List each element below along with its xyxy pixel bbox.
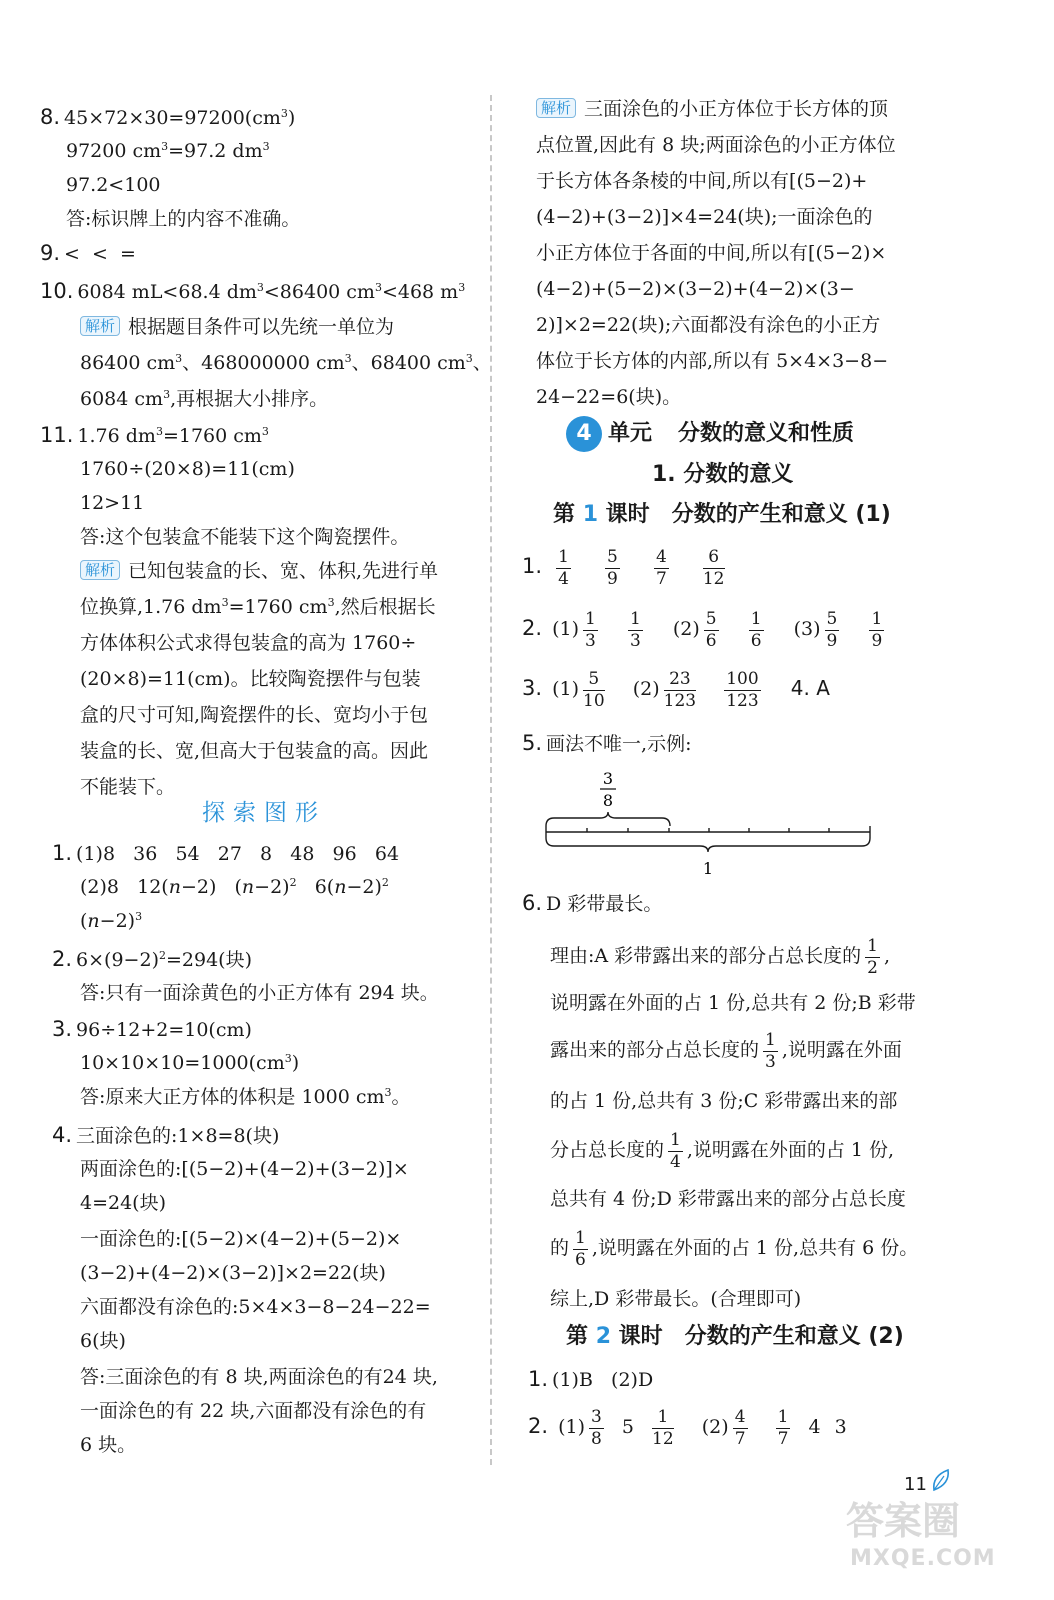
fraction: $\frac{1}{4}$ [558,546,569,589]
explore-q1-line3: $(n-2)^3$ [80,910,143,932]
q11-explanation-line4: (20×8)=11(cm)。比较陶瓷摆件与包装 [80,668,421,690]
q10-explanation-line1: 解析 根据题目条件可以先统一单位为 [80,314,394,340]
explore-q1-number: 1. [52,841,73,865]
explanation-line6: (4−2)+(5−2)×(3−2)+(4−2)×(3− [536,278,855,300]
fraction: $\frac{1}{9}$ [871,608,883,651]
fraction: $\frac{1}{3}$ [629,608,641,651]
explore-q2-number: 2. [52,947,73,971]
explore-q2-answer: 答:只有一面涂黄色的小正方体有 294 块。 [80,982,439,1004]
fraction: $\frac{1}{6}$ [750,608,762,651]
diagram-bottom-label: 1 [702,859,714,878]
explanation-line3: 于长方体各条棱的中间,所以有[(5−2)+ [536,170,868,192]
fraction: $\frac{1}{12}$ [652,1406,674,1449]
explanation-line4: (4−2)+(3−2)]×4=24(块);一面涂色的 [536,206,873,228]
q10-number: 10. [40,279,74,303]
q8-answer: 答:标识牌上的内容不准确。 [66,208,301,230]
chapter-title: 1. 分数的意义 [652,462,794,487]
lesson1-q6-line7: 总共有 4 份;D 彩带露出来的部分占总长度 [550,1188,906,1210]
fraction: $\frac{1}{3}$ [765,1029,776,1072]
lesson1-q1-number: 1. [522,554,543,578]
diagram-top-brace [546,812,670,826]
fraction: $\frac{4}{7}$ [655,546,667,589]
explore-q4-line4: 一面涂色的:[(5−2)×(4−2)+(5−2)× [80,1228,402,1250]
fraction: $\frac{4}{7}$ [734,1406,746,1449]
q8-line2: 97200 $cm^3=97.2$ $dm^3$ [66,140,270,162]
q11-explanation-line5: 盒的尺寸可知,陶瓷摆件的长、宽均小于包 [80,704,429,726]
watermark-url: MXQE.COM [850,1546,996,1571]
explanation-line5: 小正方体位于各面的中间,所以有[(5−2)× [536,242,887,264]
section-title: 探索图形 [202,800,326,826]
unit-badge: 4 [566,416,602,452]
lesson2-q2-number: 2. [528,1414,549,1438]
q11-line2: 1760÷(20×8)=11(cm) [80,458,295,480]
explanation-line7: 2)]×2=22(块);六面都没有涂色的小正方 [536,314,881,336]
unit-header: 4 单元 分数的意义和性质 [566,416,854,452]
diagram-top-numerator: 3 [602,769,614,788]
explore-q4-answer3: 6 块。 [80,1434,137,1456]
fraction: $\frac{3}{8}$ [591,1406,602,1449]
lesson1-q6-line4: 露出来的部分占总长度的 $\frac{1}{3}$ ,说明露在外面 [550,1029,902,1072]
explore-q4-line5: (3−2)+(4−2)×(3−2)]×2=22(块) [80,1262,386,1284]
q11-explanation-line7: 不能装下。 [80,776,176,798]
fraction: $\frac{1}{4}$ [670,1129,681,1172]
lesson2-q1-number: 1. [528,1367,549,1391]
explore-q4-line6: 六面都没有涂色的:5×4×3−8−24−22= [80,1296,431,1318]
lesson1-q6-line3: 说明露在外面的占 1 份,总共有 2 份;B 彩带 [550,992,916,1014]
explanation-line9: 24−22=6(块)。 [536,386,682,408]
fraction: $\frac{1}{7}$ [777,1406,789,1449]
fraction: $\frac{6}{12}$ [702,546,725,589]
lesson1-q5-number: 5. [522,731,543,755]
lesson1-q6-line5: 的占 1 份,总共有 3 份;C 彩带露出来的部 [550,1090,898,1112]
explanation-line8: 体位于长方体的内部,所以有 5×4×3−8− [536,350,889,372]
lesson1-q4: 4. A [790,676,830,700]
fraction: $\frac{5}{10}$ [583,668,605,711]
analysis-tag: 解析 [80,560,120,580]
explore-q4-line2: 两面涂色的:[(5−2)+(4−2)+(3−2)]× [80,1158,409,1180]
diagram-top-denominator: 8 [602,791,614,810]
explore-q3-line2: $10\times 10\times 10=1000(cm^3)$ [80,1052,300,1074]
explore-q3-line1: 3. 96÷12+2=10(cm) [52,1017,252,1041]
fraction: $\frac{1}{2}$ [867,935,878,978]
q11-explanation-line1: 解析 已知包装盒的长、宽、体积,先进行单 [80,558,438,584]
fraction: $\frac{5}{9}$ [607,546,618,589]
explore-q1-line1: 1. (1)8 36 54 27 8 48 96 64 [52,841,400,865]
lesson1-q6-line2: 理由:A 彩带露出来的部分占总长度的 $\frac{1}{2}$ , [550,935,891,978]
explore-q3-answer: 答:原来大正方体的体积是 1000 $cm^3$。 [80,1086,411,1108]
fraction: $\frac{5}{9}$ [826,608,838,651]
explore-q4-line3: 4=24(块) [80,1192,167,1214]
fraction-line-diagram [540,762,880,882]
q9-line: 9. < < = [40,241,136,265]
explore-q1-line2: (2)8 12(n−2) $(n-2)^2$ $6(n-2)^2$ [80,876,389,898]
fraction: $\frac{1}{3}$ [585,608,596,651]
lesson1-q6-line8: 的 $\frac{1}{6}$ ,说明露在外面的占 1 份,总共有 6 份。 [550,1227,919,1270]
lesson1-q2-number: 2. [522,616,543,640]
page-number: 11 [904,1474,927,1495]
lesson1-q6-line9: 综上,D 彩带最长。(合理即可) [550,1288,802,1310]
fraction: $\frac{23}{123}$ [663,668,697,711]
lesson1-title: 第 1 课时 分数的产生和意义 (1) [553,502,891,527]
lesson1-q2: 2. (1) $\frac{1}{3}$ $\frac{1}{3}$ (2) $\frac{5}{6}$ $\frac{1}{6}$ (3) $\frac{5}{9}$ $\frac{1}{9}$ [522,608,883,651]
fraction: $\frac{100}{123}$ [726,668,759,711]
explore-q4-line7: 6(块) [80,1330,126,1352]
q11-line1: 11. 1.76 $dm^3=1760$ $cm^3$ [40,423,269,447]
q11-answer: 答:这个包装盒不能装下这个陶瓷摆件。 [80,526,410,548]
lesson2-q2: 2. (1) $\frac{3}{8}$ 5 $\frac{1}{12}$ (2) $\frac{4}{7}$ $\frac{1}{7}$ 4 3 [528,1406,847,1449]
q11-number: 11. [40,423,74,447]
lesson2-title: 第 2 课时 分数的产生和意义 (2) [566,1324,904,1349]
lesson1-q1 [522,544,729,589]
fraction: $\frac{1}{6}$ [575,1227,586,1270]
explore-q2-line1: 2. $6\times(9-2)^2=294$(块) [52,947,252,971]
lesson1-q3: 3. (1) $\frac{5}{10}$ (2) $\frac{23}{123}$ $\frac{100}{123}$ 4. A [522,668,830,711]
watermark-logo: 答案圈 [846,1499,961,1543]
explore-q4-line1: 4. 三面涂色的:1×8=8(块) [52,1123,280,1147]
lesson1-q3-number: 3. [522,676,543,700]
q10-line: 10. 6084 mL<68.4 $dm^3<86400$ $cm^3<468$ $m^3$ [40,279,466,303]
q8-number: 8. [40,105,61,129]
lesson1-q6-line1: 6. D 彩带最长。 [522,891,663,915]
fraction: $\frac{5}{6}$ [705,608,717,651]
lesson1-q5: 5. 画法不唯一,示例: [522,731,692,755]
q8-line3: 97.2<100 [66,174,161,196]
lesson2-q1: 1. (1)B (2)D [528,1367,654,1391]
analysis-tag: 解析 [536,98,576,118]
explore-q3-number: 3. [52,1017,73,1041]
analysis-tag: 解析 [80,316,120,336]
q9-number: 9. [40,241,61,265]
q8-line1: 8. $45\times 72\times 30=97200(cm^3)$ [40,105,296,129]
q11-explanation-line6: 装盒的长、宽,但高大于包装盒的高。因此 [80,740,429,762]
column-divider [490,95,492,1465]
explore-q4-number: 4. [52,1123,73,1147]
diagram-bottom-brace [546,838,870,852]
explore-q4-answer2: 一面涂色的有 22 块,六面都没有涂色的有 [80,1400,427,1422]
explore-q4-answer1: 答:三面涂色的有 8 块,两面涂色的有24 块, [80,1366,438,1388]
explanation-line2: 点位置,因此有 8 块;两面涂色的小正方体位 [536,134,896,156]
explanation-line1: 解析 三面涂色的小正方体位于长方体的顶 [536,96,888,122]
q11-explanation-line3: 方体体积公式求得包装盒的高为 1760÷ [80,632,417,654]
q11-line3: 12>11 [80,492,145,514]
q11-explanation-line2: 位换算,1.76 $dm^3=1760$ $cm^3$,然后根据长 [80,596,436,618]
lesson1-q6-number: 6. [522,891,543,915]
lesson1-q6-line6: 分占总长度的 $\frac{1}{4}$ ,说明露在外面的占 1 份, [550,1129,895,1172]
q10-explanation-line2: 86400 $cm^3$、468000000 $cm^3$、68400 $cm^3$、 [80,352,492,374]
q10-explanation-line3: 6084 $cm^3$,再根据大小排序。 [80,388,329,410]
